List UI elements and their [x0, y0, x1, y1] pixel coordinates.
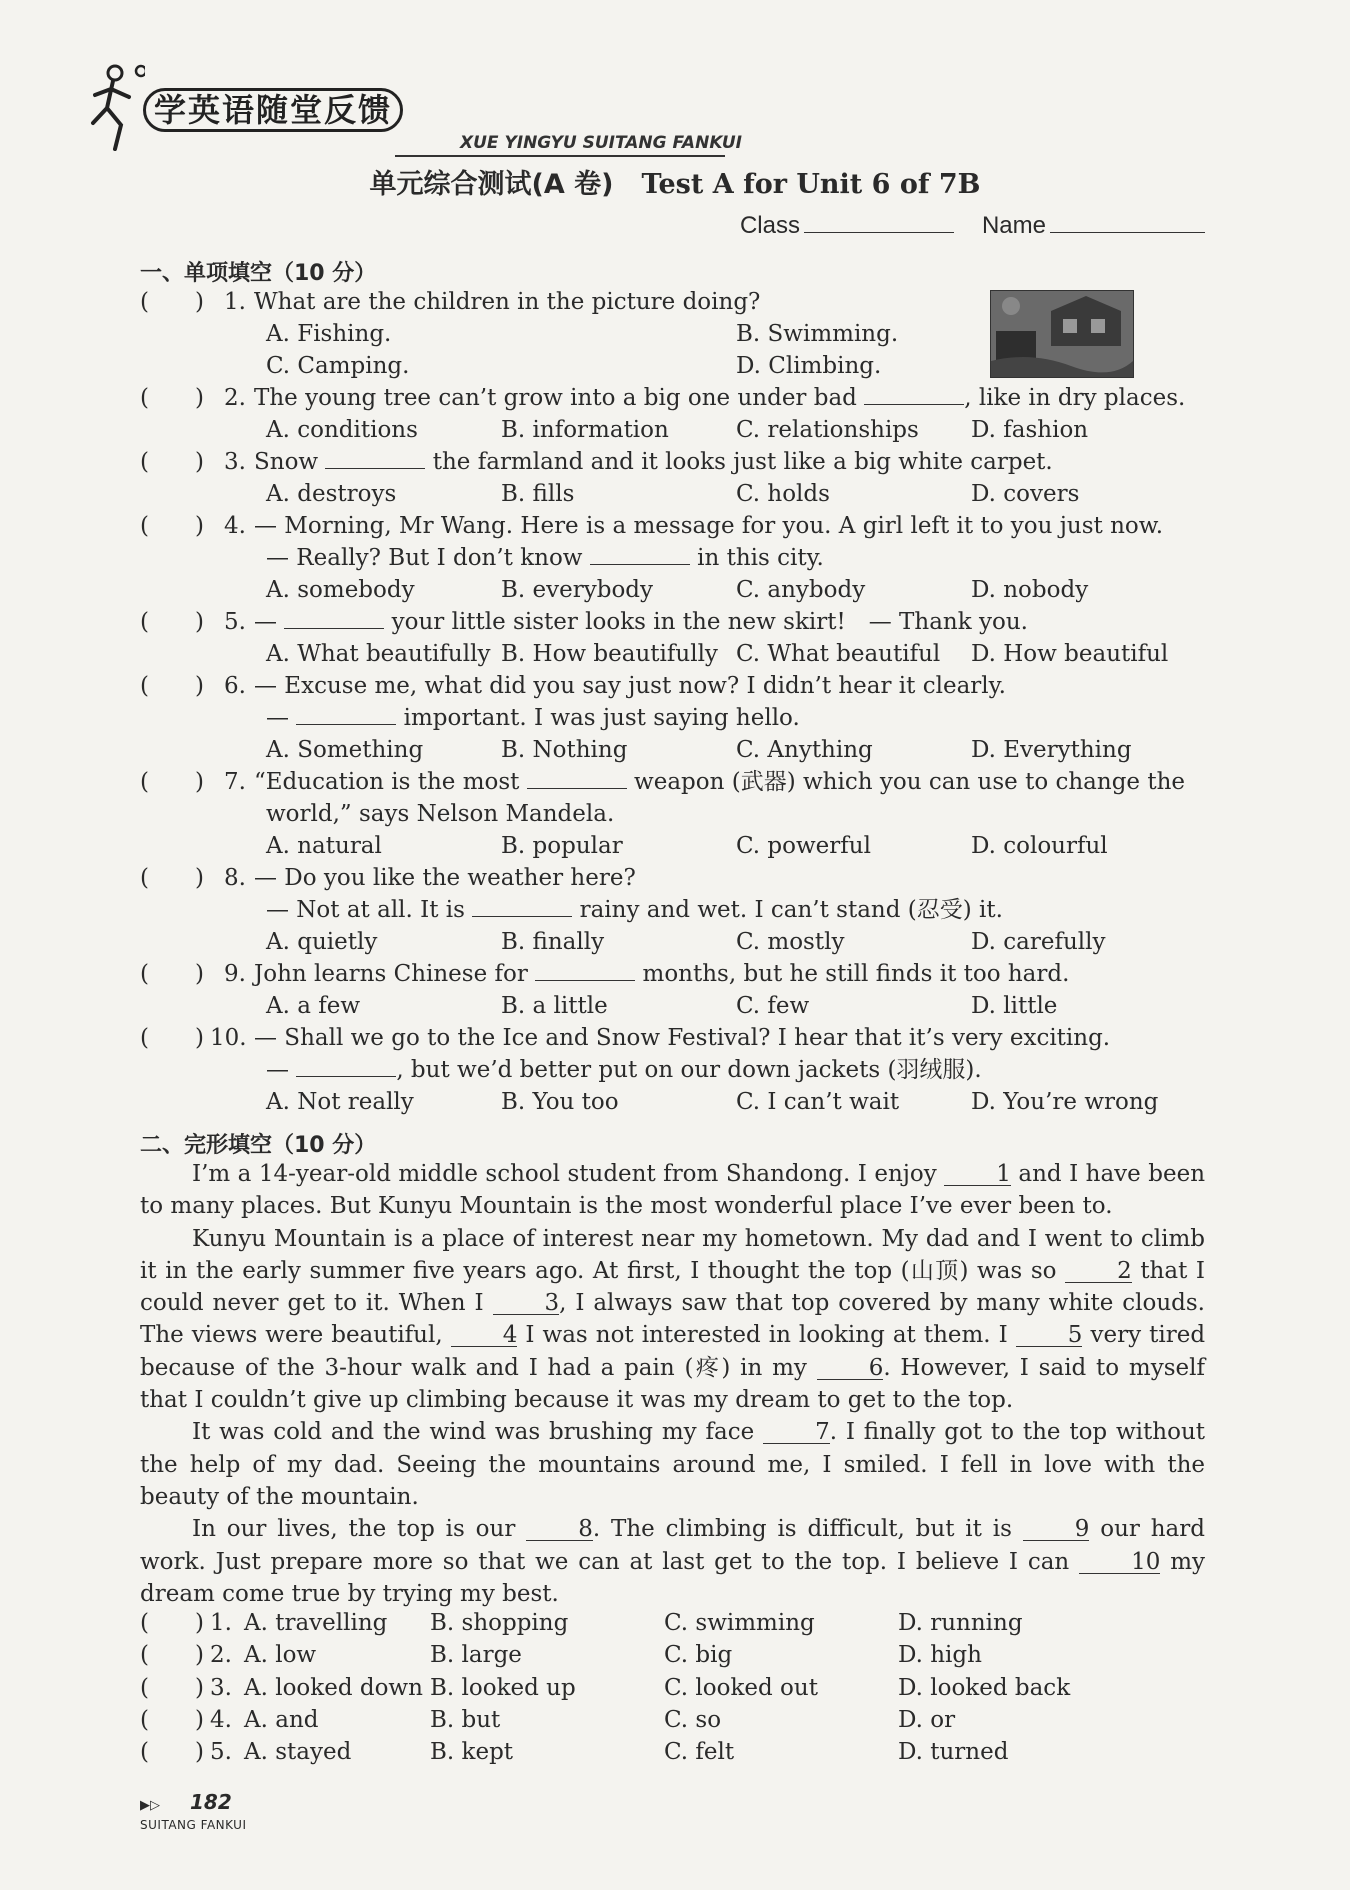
option-a: A. natural [266, 833, 382, 859]
answer-paren[interactable]: ( ) [140, 289, 204, 315]
question-2 [140, 382, 1210, 446]
page-number: 182 [190, 1790, 232, 1814]
logo-chinese-title: 学英语随堂反馈 [143, 85, 403, 131]
question-stem: Snow the farmland and it looks just like a big white carpet. [254, 446, 1210, 478]
option-b: B. information [501, 417, 669, 443]
answer-paren[interactable]: ( ) [140, 1025, 204, 1051]
answer-blank[interactable] [864, 382, 964, 405]
option-b: B. fills [501, 481, 575, 507]
option-d: D. nobody [971, 577, 1089, 603]
answer-blank[interactable] [296, 702, 396, 725]
question-1 [140, 286, 1210, 382]
question-6 [140, 670, 1210, 766]
cloze-passage [140, 1158, 1205, 1610]
option-c: C. powerful [736, 833, 871, 859]
answer-paren[interactable]: ( ) [140, 1642, 204, 1669]
question-number: 8. [224, 865, 246, 891]
question-stem: — Excuse me, what did you say just now? I didn’t hear it clearly. [254, 673, 1006, 699]
option-c: C. What beautiful [736, 641, 941, 667]
logo-underline [395, 155, 725, 157]
cloze-blank-7[interactable]: 7 [763, 1421, 830, 1444]
cloze-blank-5[interactable]: 5 [1016, 1324, 1083, 1347]
logo-pinyin: XUE YINGYU SUITANG FANKUI [460, 133, 743, 153]
option-d: D. carefully [971, 929, 1106, 955]
cloze-choices [140, 1607, 1210, 1768]
question-stem: — Do you like the weather here? [254, 865, 636, 891]
answer-paren[interactable]: ( ) [140, 673, 204, 699]
answer-blank[interactable] [472, 894, 572, 917]
option-a: A. Something [266, 737, 424, 763]
section-2-title: 二、完形填空（10 分） [140, 1133, 377, 1158]
option-d: D. covers [971, 481, 1080, 507]
answer-blank[interactable] [325, 446, 425, 469]
passage-paragraph-4: In our lives, the top is our 8. The climbing is difficult, but it is 9 our hard work. Just prepare more so that we can at last get to the top. I believe I can 10 my dream come true by trying my best. [140, 1516, 1205, 1607]
option-b: B. You too [501, 1089, 619, 1115]
answer-paren[interactable]: ( ) [140, 961, 204, 987]
question-4 [140, 510, 1210, 606]
answer-paren[interactable]: ( ) [140, 609, 204, 635]
question-10 [140, 1022, 1210, 1118]
option-d: D. You’re wrong [971, 1089, 1159, 1115]
cloze-blank-1[interactable]: 1 [944, 1163, 1011, 1186]
cloze-blank-6[interactable]: 6 [817, 1357, 884, 1380]
question-stem: — Shall we go to the Ice and Snow Festival? I hear that it’s very exciting. [254, 1025, 1111, 1051]
cloze-choice-1: ( ) 1. A. travelling B. shopping C. swimming D. running [140, 1607, 1210, 1639]
option-b: B. How beautifully [501, 641, 718, 667]
answer-paren[interactable]: ( ) [140, 1610, 204, 1636]
answer-blank[interactable] [535, 958, 635, 981]
answer-blank[interactable] [590, 542, 690, 565]
footer-brand: SUITANG FANKUI [140, 1818, 247, 1832]
question-stem: What are the children in the picture doing? [254, 289, 761, 315]
question-5 [140, 606, 1210, 670]
class-blank[interactable] [804, 212, 954, 233]
option-a: A. quietly [266, 929, 378, 955]
option-c: C. mostly [736, 929, 845, 955]
question-number: 2. [224, 385, 246, 411]
option-a: A. somebody [266, 577, 415, 603]
answer-blank[interactable] [284, 606, 384, 629]
question-7 [140, 766, 1210, 862]
question-continuation: — Really? But I don’t know in this city. [140, 542, 1210, 574]
question-continuation: — , but we’d better put on our down jackets (羽绒服). [140, 1054, 1210, 1086]
answer-paren[interactable]: ( ) [140, 1739, 204, 1766]
cloze-choice-2: ( ) 2. A. low B. large C. big D. high [140, 1639, 1210, 1671]
cloze-choice-4: ( ) 4. A. and B. but C. so D. or [140, 1704, 1210, 1736]
option-b: B. a little [501, 993, 608, 1019]
cloze-blank-9[interactable]: 9 [1023, 1518, 1090, 1541]
question-number: 7. [224, 769, 246, 795]
option-a: A. Fishing. [266, 321, 392, 347]
question-stem: The young tree can’t grow into a big one under bad , like in dry places. [254, 382, 1210, 414]
answer-blank[interactable] [527, 766, 627, 789]
option-a: A. conditions [266, 417, 418, 443]
cloze-choice-3: ( ) 3. A. looked down B. looked up C. looked out D. looked back [140, 1672, 1210, 1704]
option-d: D. Everything [971, 737, 1132, 763]
option-c: C. holds [736, 481, 830, 507]
option-c: C. I can’t wait [736, 1089, 900, 1115]
option-a: A. a few [266, 993, 361, 1019]
question-8 [140, 862, 1210, 958]
answer-paren[interactable]: ( ) [140, 1674, 204, 1701]
section-1-title: 一、单项填空（10 分） [140, 261, 377, 286]
question-number: 6. [224, 673, 246, 699]
option-b: B. everybody [501, 577, 654, 603]
title-english: Test A for Unit 6 of 7B [641, 169, 981, 200]
title-chinese: 单元综合测试(A 卷) [369, 169, 614, 200]
answer-paren[interactable]: ( ) [140, 449, 204, 475]
class-label: Class [739, 212, 800, 239]
option-d: D. Climbing. [736, 353, 882, 379]
answer-blank[interactable] [296, 1054, 396, 1077]
question-stem: “Education is the most weapon (武器) which you can use to change the [254, 766, 1210, 798]
option-d: D. How beautiful [971, 641, 1169, 667]
page-arrow-icon: ▶▷ [140, 1798, 160, 1813]
page-footer [140, 1790, 247, 1832]
answer-paren[interactable]: ( ) [140, 385, 204, 411]
answer-paren[interactable]: ( ) [140, 1706, 204, 1733]
question-number: 9. [224, 961, 246, 987]
option-c: C. few [736, 993, 810, 1019]
option-c: C. anybody [736, 577, 866, 603]
answer-paren[interactable]: ( ) [140, 769, 204, 795]
name-blank[interactable] [1050, 212, 1205, 233]
header-logo [85, 55, 743, 155]
option-c: C. relationships [736, 417, 919, 443]
passage-paragraph-1: I’m a 14-year-old middle school student from Shandong. I enjoy 1 and I have been to many places. But Kunyu Mountain is the most wonderful place I’ve ever been to. [140, 1161, 1206, 1220]
question-number: 1. [224, 289, 246, 315]
question-stem: — your little sister looks in the new skirt! — Thank you. [254, 606, 1210, 638]
question-9 [140, 958, 1210, 1022]
cloze-blank-4[interactable]: 4 [451, 1324, 518, 1347]
single-choice-questions [140, 286, 1210, 1118]
answer-paren[interactable]: ( ) [140, 513, 204, 539]
question-continuation: — Not at all. It is rainy and wet. I can’t stand (忍受) it. [140, 894, 1210, 926]
option-b: B. Swimming. [736, 321, 899, 347]
cloze-blank-8[interactable]: 8 [526, 1518, 593, 1541]
question-number: 5. [224, 609, 246, 635]
class-name-fields [740, 212, 1205, 240]
option-d: D. colourful [971, 833, 1108, 859]
runner-icon [85, 63, 145, 153]
cloze-blank-3[interactable]: 3 [493, 1292, 560, 1315]
option-b: B. popular [501, 833, 623, 859]
option-d: D. little [971, 993, 1058, 1019]
option-a: A. Not really [266, 1089, 414, 1115]
passage-paragraph-2: Kunyu Mountain is a place of interest near my hometown. My dad and I went to climb it in the early summer five years ago. At first, I thought the top (山顶) was so 2 that I could never get to it. When I 3, I always saw that top covered by many white clouds. The views were beautiful, 4 I was not interested in looking at them. I 5 very tired because of the 3-hour walk and I had a pain (疼) in my 6. However, I said to myself that I couldn’t give up climbing because it was my dream to get to the top. [140, 1225, 1206, 1414]
question-number: 3. [224, 449, 246, 475]
question-stem: — Morning, Mr Wang. Here is a message for you. A girl left it to you just now. [254, 513, 1164, 539]
option-c: C. Camping. [266, 353, 410, 379]
page-title [0, 162, 1350, 201]
question-number: 10. [210, 1025, 247, 1051]
cloze-blank-2[interactable]: 2 [1065, 1260, 1132, 1283]
question-number: 4. [224, 513, 246, 539]
option-d: D. fashion [971, 417, 1089, 443]
cloze-choice-5: ( ) 5. A. stayed B. kept C. felt D. turned [140, 1736, 1210, 1768]
question-continuation: world,” says Nelson Mandela. [266, 801, 615, 827]
option-b: B. Nothing [501, 737, 628, 763]
name-label: Name [981, 212, 1046, 239]
option-a: A. destroys [266, 481, 397, 507]
question-continuation: — important. I was just saying hello. [140, 702, 1210, 734]
option-c: C. Anything [736, 737, 873, 763]
cloze-blank-10[interactable]: 10 [1079, 1551, 1160, 1574]
option-b: B. finally [501, 929, 605, 955]
question-stem: John learns Chinese for months, but he still finds it too hard. [254, 958, 1210, 990]
option-a: A. What beautifully [266, 641, 491, 667]
answer-paren[interactable]: ( ) [140, 865, 204, 891]
passage-paragraph-3: It was cold and the wind was brushing my face 7. I finally got to the top without the help of my dad. Seeing the mountains around me, I smiled. I fell in love with the beauty of the mountain. [140, 1419, 1205, 1510]
question-3 [140, 446, 1210, 510]
